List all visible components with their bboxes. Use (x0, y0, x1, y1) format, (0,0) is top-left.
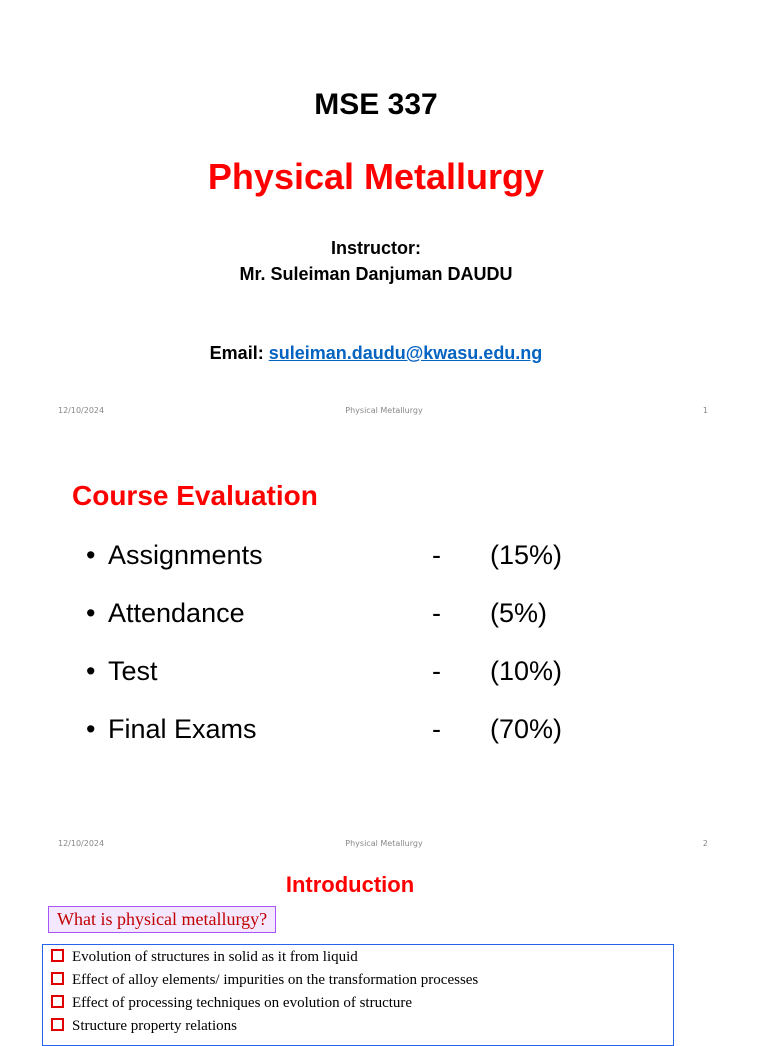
bullet: • (86, 598, 96, 628)
evaluation-percent: (70%) (490, 714, 563, 744)
evaluation-dash: - (432, 714, 441, 744)
evaluation-dash: - (432, 656, 441, 686)
slide-footer-title: Physical Metallurgy (345, 406, 423, 415)
evaluation-name: Final Exams (108, 714, 257, 744)
topic-text: Structure property relations (72, 1018, 237, 1034)
course-code: MSE 337 (314, 88, 438, 121)
email-label: Email: (209, 343, 269, 363)
topic-item (51, 993, 665, 1016)
topic-box (42, 944, 674, 1046)
instructor-name: Mr. Suleiman Danjuman DAUDU (239, 264, 513, 284)
slide-3 (0, 864, 768, 1034)
slide-page-number: 1 (702, 406, 708, 415)
slide-footer-date: 12/10/2024 (58, 839, 105, 848)
slide-footer-title: Physical Metallurgy (345, 839, 423, 848)
question-box: What is physical metallurgy? (48, 906, 276, 933)
evaluation-item (86, 656, 686, 714)
evaluation-item (86, 540, 686, 598)
slide-2 (0, 432, 768, 864)
topic-text: Evolution of structures in solid as it from liquid (72, 949, 358, 965)
course-evaluation-heading: Course Evaluation (72, 480, 318, 511)
topic-item (51, 970, 665, 993)
slide-page-number: 2 (702, 839, 708, 848)
checkbox-bullet-icon (51, 995, 64, 1008)
course-title: Physical Metallurgy (207, 156, 545, 197)
email-link[interactable]: suleiman.daudu@kwasu.edu.ng (268, 343, 543, 363)
topic-list (43, 945, 673, 1041)
instructor-label: Instructor: (331, 238, 421, 258)
evaluation-percent: (5%) (490, 598, 548, 628)
introduction-heading: Introduction (285, 872, 415, 897)
email-line (0, 343, 752, 364)
slide-1 (0, 0, 768, 432)
evaluation-percent: (15%) (490, 540, 563, 570)
evaluation-percent: (10%) (490, 656, 563, 686)
slide-footer-date: 12/10/2024 (58, 406, 105, 415)
evaluation-list (86, 540, 686, 772)
evaluation-dash: - (432, 598, 441, 628)
topic-text: Effect of alloy elements/ impurities on the transformation processes (72, 972, 479, 988)
checkbox-bullet-icon (51, 972, 64, 985)
evaluation-name: Assignments (108, 540, 263, 570)
topic-item (51, 947, 665, 970)
evaluation-item (86, 598, 686, 656)
evaluation-name: Attendance (108, 598, 245, 628)
topic-item (51, 1016, 665, 1039)
checkbox-bullet-icon (51, 949, 64, 962)
bullet: • (86, 714, 96, 744)
topic-text: Effect of processing techniques on evolution of structure (72, 995, 413, 1011)
evaluation-name: Test (108, 656, 158, 686)
evaluation-dash: - (432, 540, 441, 570)
bullet: • (86, 540, 96, 570)
evaluation-item (86, 714, 686, 772)
bullet: • (86, 656, 96, 686)
checkbox-bullet-icon (51, 1018, 64, 1031)
